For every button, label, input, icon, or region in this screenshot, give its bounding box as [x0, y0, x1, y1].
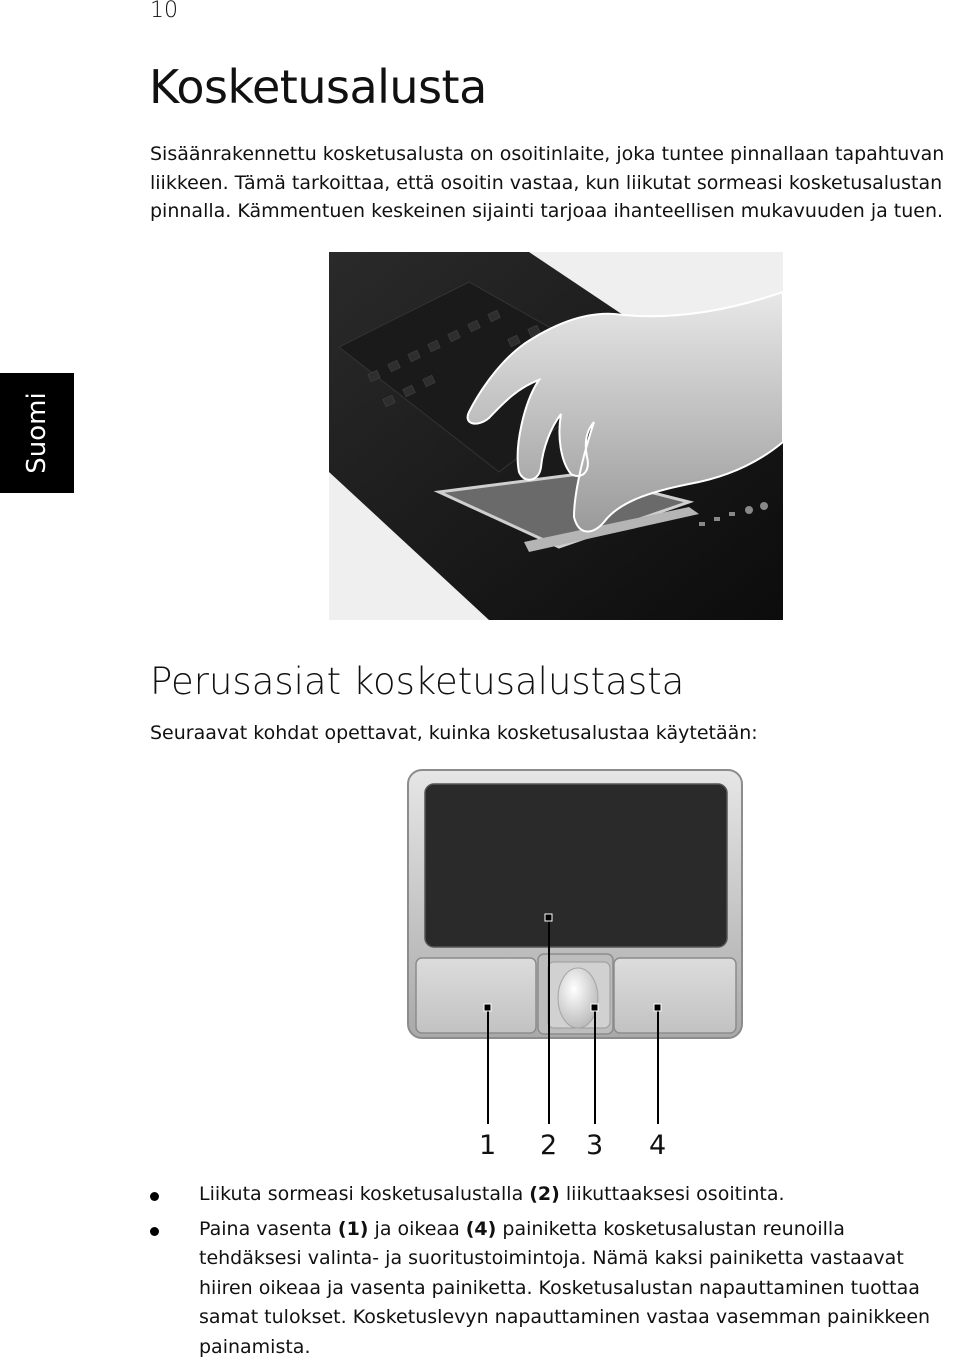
bullet-dot — [150, 1192, 159, 1201]
right-button — [614, 958, 736, 1033]
section-lead: Seuraavat kohdat opettavat, kuinka kosketusalustaa käytetään: — [150, 722, 758, 744]
scroll-key-dome — [558, 968, 598, 1028]
bullet-list — [150, 1180, 950, 1367]
laptop-touchpad-photo — [329, 252, 783, 620]
left-button — [416, 958, 536, 1033]
bullet-dot — [150, 1227, 159, 1236]
reference-4: (4) — [465, 1217, 497, 1240]
callout-1: 1 — [479, 1130, 497, 1161]
intro-paragraph: Sisäänrakennettu kosketusalusta on osoitinlaite, joka tuntee pinnallaan tapahtuvan liikkeen. Tämä tarkoittaa, että osoitin vastaa, kun liikutat sormeasi kosketusalustan pinnalla. Kämmentuen keskeinen sijainti tarjoaa ihanteellisen mukavuuden ja tuen. — [150, 143, 945, 222]
language-side-tab-label: Suomi — [22, 392, 52, 474]
callout-2: 2 — [540, 1130, 558, 1161]
reference-1: (1) — [337, 1217, 369, 1240]
touchpad-surface — [425, 784, 727, 947]
language-side-tab — [0, 373, 74, 493]
callout-3: 3 — [586, 1130, 604, 1161]
list-item: Liikuta sormeasi kosketusalustalla (2) liikuttaaksesi osoitinta. — [150, 1180, 950, 1210]
page-title: Kosketusalusta — [149, 60, 487, 114]
reference-2: (2) — [529, 1183, 560, 1205]
section-title: Perusasiat kosketusalustasta — [150, 660, 685, 703]
touchpad-diagram — [400, 764, 750, 1164]
callout-4: 4 — [649, 1130, 667, 1161]
list-item: Paina vasenta (1) ja oikeaa (4) painiketta kosketusalustan reunoilla tehdäksesi valinta- ja suoritustoimintoja. Nämä kaksi painiketta vastaavat hiiren oikeaa ja vasenta painiketta. Kosketusalustan napauttaminen tuottaa samat tulokset. Kosketuslevyn napauttaminen vastaa vasemman painikkeen painamista. — [150, 1215, 950, 1363]
page-number: 10 — [150, 0, 178, 23]
